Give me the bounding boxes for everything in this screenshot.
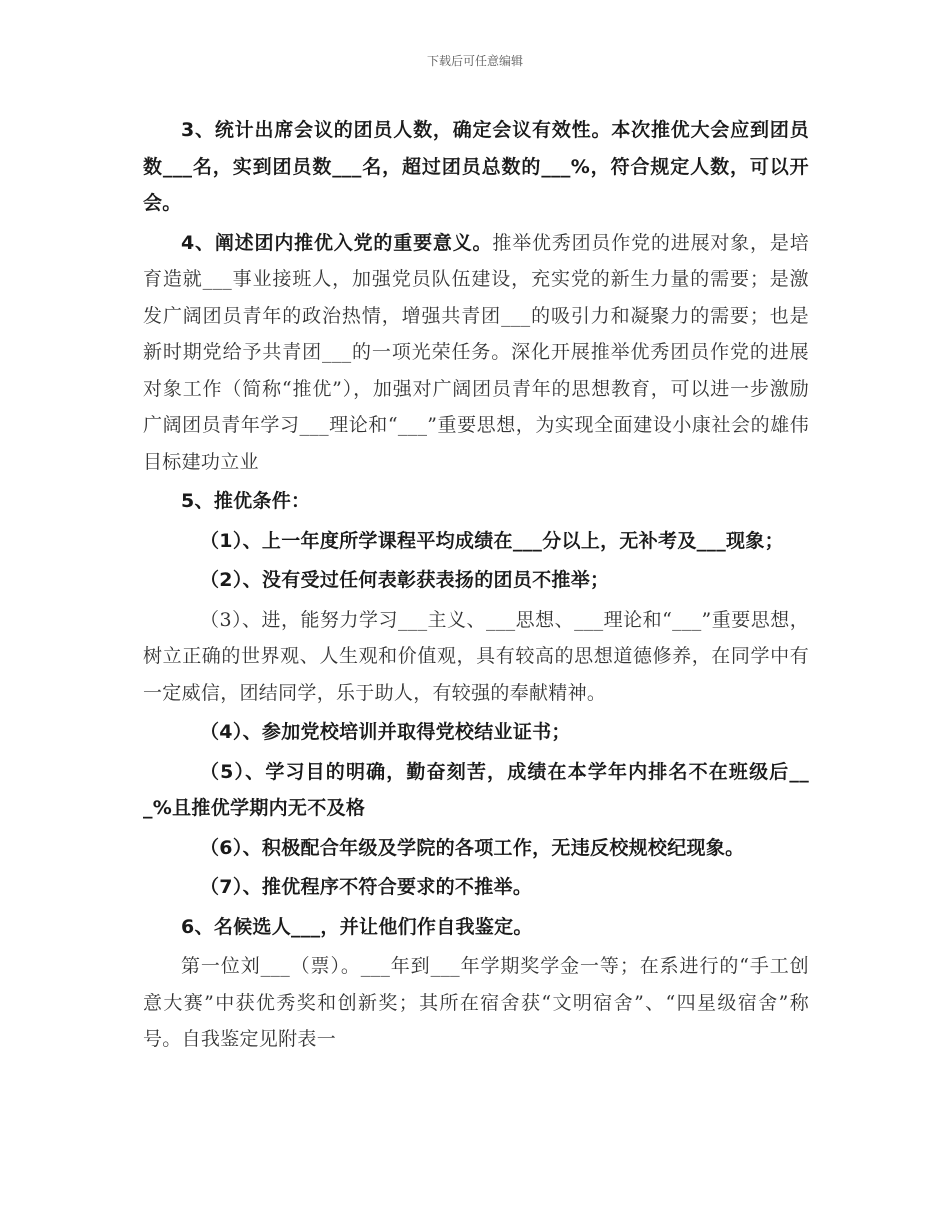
first-candidate-text: 第一位刘___（票）。___年到___年学期奖学金一等；在系进行的“手工创意大赛”中获优秀奖和创新奖；其所在宿舍获“文明宿舍”、“四星级宿舍”称号。自我鉴定见附表一 (143, 955, 809, 1050)
condition-1 (143, 523, 809, 560)
condition-4 (143, 714, 809, 751)
condition-1-text: （1）、上一年度所学课程平均成绩在___分以上，无补考及___现象； (200, 529, 784, 552)
significance-body: 推举优秀团员作党的进展对象，是培育造就___事业接班人，加强党员队伍建设，充实党的新生力量的需要；是激发广阔团员青年的政治热情，增强共青团___的吸引力和凝聚力的需要；也是新时期党给予共青团___的一项光荣任务。深化开展推举优秀团员作党的进展对象工作（简称“推优”），加强对广阔团员青年的思想教育，可以进一步激励广阔团员青年学习___理论和“___”重要思想，为实现全面建设小康社会的雄伟目标建功立业 (143, 231, 809, 473)
paragraph-first-candidate (143, 948, 809, 1058)
condition-6 (143, 830, 809, 867)
condition-4-text: （4）、参加党校培训并取得党校结业证书； (200, 721, 571, 743)
condition-5 (143, 754, 809, 827)
condition-3-text: （3）、进，能努力学习___主义、___思想、___理论和“___”重要思想，树立正确的世界观、人生观和价值观，具有较高的思想道德修养，在同学中有一定威信，团结同学，乐于助人，有较强的奉献精神。 (143, 608, 809, 704)
condition-2-text: （2）、没有受过任何表彰获表扬的团员不推举； (200, 569, 610, 591)
paragraph-attendance-count (143, 112, 809, 222)
condition-7-text: （7）、推优程序不符合要求的不推举。 (200, 876, 533, 898)
condition-6-text: （6）、积极配合年级及学院的各项工作，无违反校规校纪现象。 (200, 836, 745, 859)
condition-3 (143, 602, 809, 712)
condition-7 (143, 869, 809, 906)
candidates-text: 6、名候选人___，并让他们作自我鉴定。 (181, 915, 533, 938)
conditions-heading: 5、推优条件： (181, 490, 311, 512)
significance-heading: 4、阐述团内推优入党的重要意义。 (181, 231, 493, 254)
document-body (143, 112, 809, 1058)
page-header: 下载后可任意编辑 (426, 54, 523, 68)
paragraph-conditions-heading (143, 483, 809, 520)
condition-5-text: （5）、学习目的明确，勤奋刻苦，成绩在本学年内排名不在班级后___%且推优学期内无不及格 (143, 760, 809, 819)
condition-2 (143, 562, 809, 599)
paragraph-candidates (143, 909, 809, 946)
attendance-text: 3、统计出席会议的团员人数，确定会议有效性。本次推优大会应到团员数___名，实到团员数___名，超过团员总数的___%，符合规定人数，可以开会。 (143, 119, 809, 214)
paragraph-significance (143, 225, 809, 481)
